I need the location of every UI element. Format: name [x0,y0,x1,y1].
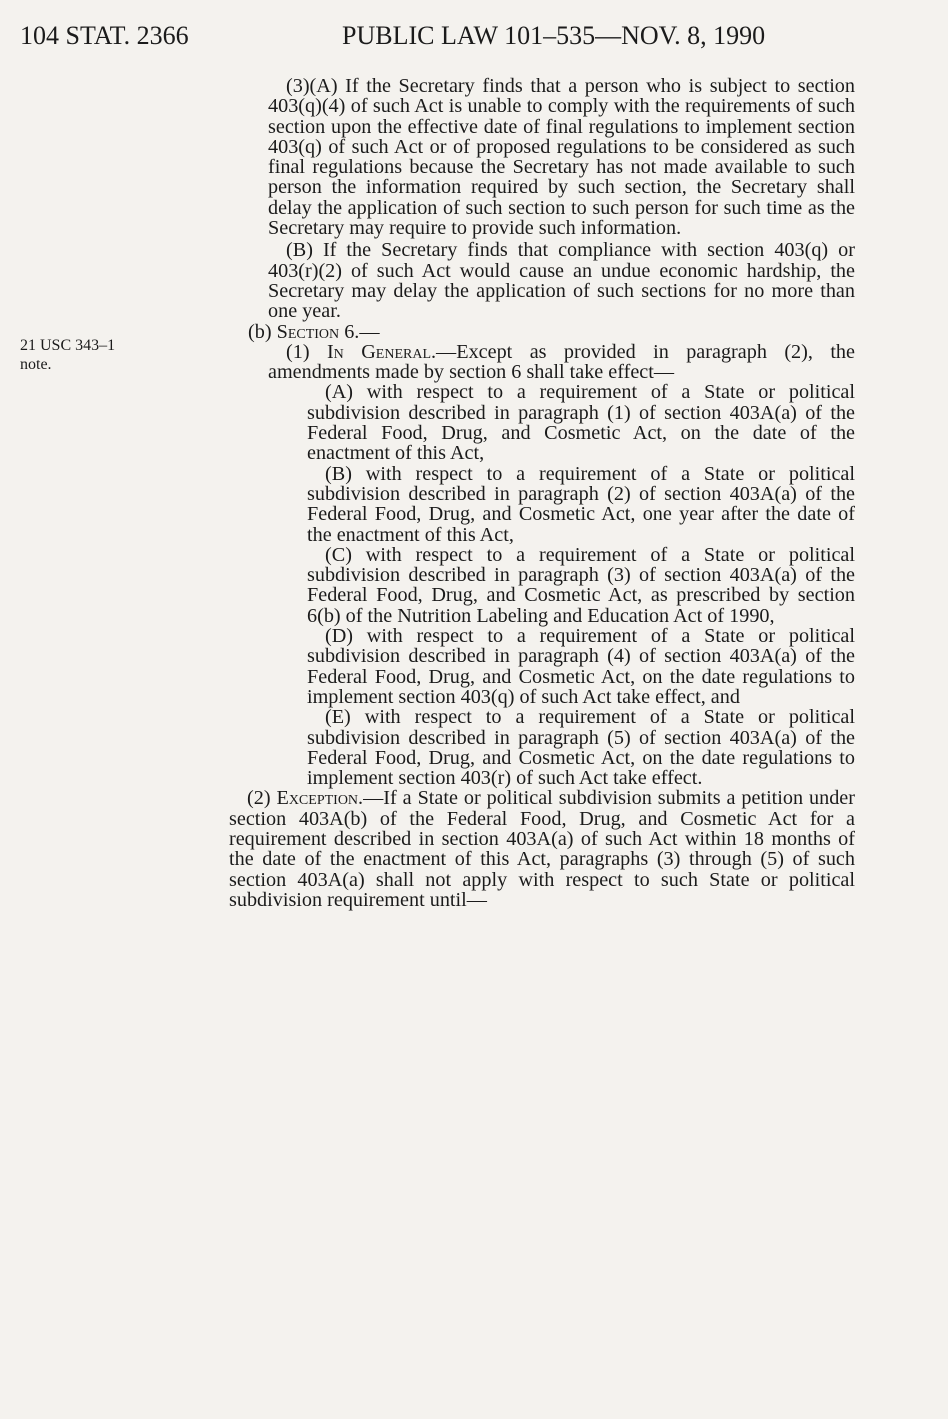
section-b-title: Section 6. [276,320,360,343]
item-e: (E) with respect to a requirement of a State or political subdivision described in paragraph (5) of section 403A(a) of the Federal Food, Drug, and Cosmetic Act, on the date regulations to implement section 403(r) of such Act take effect. [307,706,855,790]
paragraph-3b: (B) If the Secretary finds that compliance with section 403(q) or 403(r)(2) of such Act would cause an undue economic hardship, the Secretary may delay the application of such sections for no more than one year. [268,239,855,323]
page-header [20,16,820,56]
paragraph-exception [229,788,855,910]
item-d: (D) with respect to a requirement of a State or political subdivision described in paragraph (4) of section 403A(a) of the Federal Food, Drug, and Cosmetic Act, on the date regulations to implement section 403(q) of such Act take effect, and [307,625,855,708]
in-general-heading: In General. [326,340,437,363]
margin-note-label: note. [20,356,52,373]
paragraph-3a: (3)(A) If the Secretary finds that a person who is subject to section 403(q)(4) of such Act is unable to comply with the requirements of such section upon the effective date of final regulations to implement section 403(q) of such Act or of proposed regulations to be considered as such final regulations because the Secretary has not made available to such person the information required by such section, the Secretary shall delay the application of such section to such person for such time as the Secretary may require to provide such information. [268,75,855,240]
margin-note-citation: 21 USC 343–1 [20,337,116,354]
in-general-text: —Except as provided in paragraph (2), the amendments made by section 6 shall take effect— [268,340,855,384]
section-b-prefix: (b) [248,320,277,343]
item-c: (C) with respect to a requirement of a State or political subdivision described in paragraph (3) of section 403A(a) of the Federal Food, Drug, and Cosmetic Act, as prescribed by section 6(b) of the Nutrition Labeling and Education Act of 1990, [307,543,855,627]
exception-heading: Exception. [276,787,364,810]
document-body [0,76,948,910]
stat-reference: 104 STAT. 2366 [20,21,189,50]
item-b: (B) with respect to a requirement of a State or political subdivision described in paragraph (2) of section 403A(a) of the Federal Food, Drug, and Cosmetic Act, one year after the date of the enactment of this Act, [307,462,855,546]
law-title: PUBLIC LAW 101–535—NOV. 8, 1990 [342,21,766,50]
exception-text: —If a State or political subdivision submits a petition under section 403A(b) of the Federal Food, Drug, and Cosmetic Act for a requirement described in section 403A(a) of such Act within 18 months of the date of the enactment of this Act, paragraphs (3) through (5) of such section 403A(a) shall not apply with respect to such State or political subdivision requirement until— [229,787,855,911]
section-b-heading [248,322,855,342]
exception-prefix: (2) [247,787,277,810]
in-general-prefix: (1) [286,340,327,363]
item-a: (A) with respect to a requirement of a State or political subdivision described in paragraph (1) of section 403A(a) of the Federal Food, Drug, and Cosmetic Act, on the date of the enactment of this Act, [307,381,855,465]
paragraph-in-general [268,342,855,383]
section-b-dash: — [359,320,380,343]
